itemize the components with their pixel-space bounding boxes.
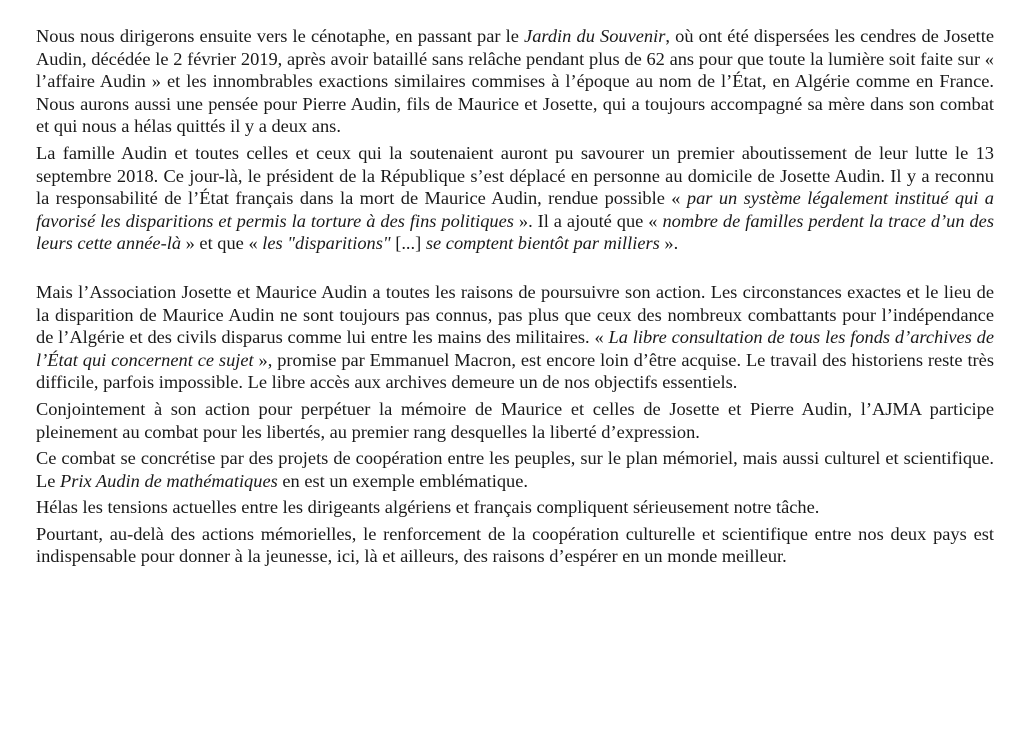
text-segment: en est un exemple emblématique. (277, 470, 528, 491)
text-segment: Ce combat se concrétise par des projets de coopération entre les peuples, sur le plan mémoriel, mais aussi culturel et scientifique. Le (36, 448, 994, 491)
paragraph-spacer (36, 259, 994, 281)
paragraph (36, 25, 994, 138)
paragraph (36, 142, 994, 255)
text-segment: », promise par Emmanuel Macron, est encore loin d’être acquise. Le travail des historiens reste très difficile, parfois impossible. Le libre accès aux archives demeure un de nos objectifs essentiels. (36, 349, 994, 393)
italic-text: par un système légalement institué qui a favorisé les disparitions et permis la torture à des fins politiques (36, 188, 994, 231)
paragraph (36, 398, 994, 443)
text-segment: Hélas les tensions actuelles entre les dirigeants algériens et français compliquent sérieusement notre tâche. (36, 497, 820, 518)
text-segment: ». Il a ajouté que « (513, 210, 663, 231)
italic-text: La libre consultation de tous les fonds d’archives de l’État qui concernent ce sujet (36, 327, 994, 370)
italic-text: se comptent bientôt par milliers (425, 233, 660, 254)
text-segment: , où ont été dispersées les cendres de Josette Audin, décédée le 2 février 2019, après avoir bataillé sans relâche pendant plus de 62 ans pour que toute la lumière soit faite sur « l’affaire Audin » et les innombrables exactions similaires commises à l’époque au nom de l’État, en Algérie comme en France. Nous aurons aussi une pensée pour Pierre Audin, fils de Maurice et Josette, qui a toujours accompagné sa mère dans son combat et qui nous a hélas quittés il y a deux ans. (36, 26, 994, 137)
text-segment: » et que « (181, 233, 263, 254)
text-segment: Conjointement à son action pour perpétuer la mémoire de Maurice et celles de Josette et Pierre Audin, l’AJMA participe pleinement au combat pour les libertés, au premier rang desquelles la liberté d’expression. (36, 398, 994, 442)
paragraph (36, 496, 994, 519)
paragraph (36, 447, 994, 492)
text-segment: [...] (390, 233, 426, 254)
text-segment: Pourtant, au-delà des actions mémorielles, le renforcement de la coopération culturelle et scientifique entre nos deux pays est indispensable pour donner à la jeunesse, ici, là et ailleurs, des raisons d’espérer en un monde meilleur. (36, 523, 994, 567)
italic-text: Jardin du Souvenir (524, 26, 666, 46)
italic-text: Prix Audin de mathématiques (60, 470, 278, 491)
text-segment: ». (659, 233, 679, 254)
italic-text: nombre de familles perdent la trace d’un des leurs cette année-là (36, 210, 995, 254)
text-segment: Nous nous dirigerons ensuite vers le cénotaphe, en passant par le (36, 26, 525, 46)
text-segment: Mais l’Association Josette et Maurice Audin a toutes les raisons de poursuivre son action. Les circonstances exactes et le lieu de la disparition de Maurice Audin ne sont toujours pas connus, pas plus que ceux des nombreux combattants pour l’indépendance de l’Algérie et des civils disparus comme lui entre les mains des militaires. « (36, 281, 994, 348)
paragraph (36, 281, 994, 394)
paragraph (36, 523, 994, 568)
italic-text: les "disparitions" (262, 233, 391, 254)
text-segment: La famille Audin et toutes celles et ceux qui la soutenaient auront pu savourer un premier aboutissement de leur lutte le 13 septembre 2018. Ce jour-là, le président de la République s’est déplacé en personne au domicile de Josette Audin. Il y a reconnu la responsabilité de l’État français dans la mort de Maurice Audin, rendue possible « (36, 142, 994, 209)
